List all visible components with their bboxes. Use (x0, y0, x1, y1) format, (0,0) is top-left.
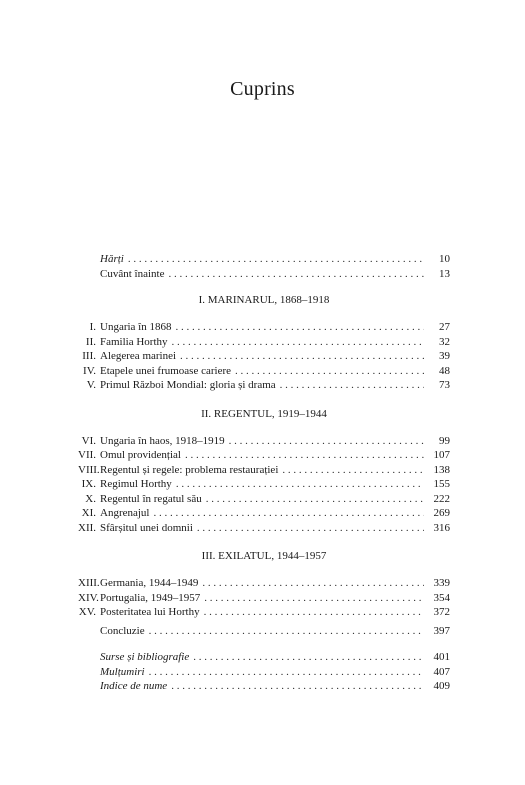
toc-entry-page: 99 (439, 434, 450, 447)
toc-entry-page: 269 (433, 507, 450, 519)
chapter-number: XIV. (78, 591, 99, 604)
chapter-number: II. (85, 335, 96, 348)
toc-entry-title: Regentul și regele: problema restaurației (100, 463, 279, 476)
chapter-number: VI. (81, 434, 96, 447)
dot-leader (282, 463, 424, 478)
toc-entry-title: Surse și bibliografie (100, 651, 190, 663)
toc-entry-page: 372 (433, 606, 450, 618)
dot-leader (206, 492, 424, 507)
toc-entry-page: 10 (439, 253, 450, 265)
dot-leader (153, 506, 424, 521)
dot-leader (175, 320, 424, 335)
toc-entry-chapter-1 (78, 320, 450, 335)
toc-entry-back-2 (78, 665, 450, 680)
toc-entry-chapter-12 (78, 521, 450, 536)
toc-entry-chapter-9 (78, 477, 450, 492)
toc-entry-title: Ungaria în haos, 1918–1919 (100, 434, 225, 447)
toc-entry-page: 397 (433, 624, 450, 637)
dot-leader (185, 448, 424, 463)
toc-entry-title: Alegerea marinei (100, 350, 177, 362)
chapter-number: XII. (78, 521, 97, 534)
toc-entry-title: Cuvânt înainte (100, 267, 165, 280)
toc-entry-title: Indice de nume (100, 680, 168, 692)
part-heading-2: II. REGENTUL, 1919–1944 (201, 407, 327, 420)
toc-entry-page: 155 (433, 478, 450, 490)
chapter-number: XV. (78, 606, 96, 618)
toc-entry-title: Omul providențial (100, 449, 181, 461)
dot-leader (204, 591, 424, 606)
toc-entry-page: 316 (433, 521, 450, 534)
toc-entry-chapter-7 (78, 448, 450, 463)
toc-entry-page: 48 (439, 364, 450, 377)
dot-leader (168, 267, 424, 282)
toc-entry-conclusion (78, 624, 450, 639)
toc-entry-title: Posteritatea lui Horthy (100, 606, 200, 618)
chapter-number: III. (82, 350, 96, 362)
toc-entry-page: 32 (439, 335, 450, 348)
toc-entry-page: 409 (433, 680, 450, 692)
dot-leader (180, 349, 424, 364)
toc-entry-chapter-6 (78, 434, 450, 449)
toc-entry-page: 354 (433, 591, 450, 604)
toc-entry-title: Hărți (100, 253, 124, 265)
toc-entry-page: 339 (433, 577, 450, 589)
toc-entry-chapter-3 (78, 349, 450, 364)
toc-entry-front-1 (78, 252, 450, 267)
toc-entry-back-3 (78, 679, 450, 694)
toc-entry-chapter-13 (78, 576, 450, 591)
chapter-number: IX. (81, 478, 96, 490)
dot-leader (235, 364, 424, 379)
part-heading-3: III. EXILATUL, 1944–1957 (201, 550, 327, 562)
toc-entry-chapter-10 (78, 492, 450, 507)
chapter-number: I. (89, 321, 96, 333)
toc-entry-title: Concluzie (100, 624, 145, 637)
toc-entry-page: 107 (433, 449, 450, 461)
toc-entry-title: Familia Horthy (100, 335, 168, 348)
part-heading-1: I. MARINARUL, 1868–1918 (198, 294, 330, 306)
dot-leader (202, 576, 424, 591)
toc-entry-page: 138 (433, 463, 450, 476)
dot-leader (280, 378, 424, 393)
dot-leader (176, 477, 424, 492)
toc-entry-front-2 (78, 267, 450, 282)
toc-entry-page: 222 (433, 492, 450, 505)
dot-leader (204, 605, 424, 620)
toc-entry-title: Germania, 1944–1949 (100, 577, 199, 589)
toc-entry-title: Angrenajul (100, 507, 150, 519)
toc-entry-title: Mulțumiri (100, 665, 145, 678)
chapter-number: XI. (81, 507, 96, 519)
dot-leader (229, 434, 424, 449)
dot-leader (197, 521, 424, 536)
dot-leader (172, 335, 424, 350)
chapter-number: V. (86, 379, 96, 391)
toc-entry-chapter-5 (78, 378, 450, 393)
toc-entry-page: 407 (433, 665, 450, 678)
toc-entry-title: Regentul în regatul său (100, 492, 202, 505)
dot-leader (193, 650, 424, 665)
chapter-number: VIII. (78, 463, 100, 476)
chapter-number: IV. (83, 364, 96, 377)
dot-leader (149, 665, 424, 680)
toc-entry-page: 401 (433, 651, 450, 663)
toc-entry-title: Ungaria în 1868 (100, 321, 172, 333)
toc-entry-chapter-11 (78, 506, 450, 521)
dot-leader (149, 624, 424, 639)
chapter-number: VII. (78, 449, 97, 461)
toc-entry-page: 39 (439, 350, 450, 362)
chapter-number: XIII. (78, 577, 100, 589)
dot-leader (128, 252, 424, 267)
toc-entry-page: 27 (439, 321, 450, 333)
toc-entry-title: Portugalia, 1949–1957 (100, 591, 201, 604)
chapter-number: X. (85, 492, 96, 505)
toc-entry-page: 73 (439, 379, 450, 391)
toc-entry-page: 13 (439, 267, 450, 280)
toc-entry-chapter-2 (78, 335, 450, 350)
table-of-contents (78, 252, 450, 694)
toc-entry-title: Sfârșitul unei domnii (100, 521, 193, 534)
page-title: Cuprins (230, 78, 295, 100)
toc-entry-title: Primul Război Mondial: gloria și drama (100, 379, 276, 391)
toc-entry-chapter-4 (78, 364, 450, 379)
toc-entry-title: Etapele unei frumoase cariere (100, 364, 232, 377)
toc-entry-title: Regimul Horthy (100, 478, 172, 490)
toc-entry-chapter-14 (78, 591, 450, 606)
dot-leader (171, 679, 424, 694)
toc-entry-back-1 (78, 650, 450, 665)
toc-entry-chapter-8 (78, 463, 450, 478)
toc-entry-chapter-15 (78, 605, 450, 620)
